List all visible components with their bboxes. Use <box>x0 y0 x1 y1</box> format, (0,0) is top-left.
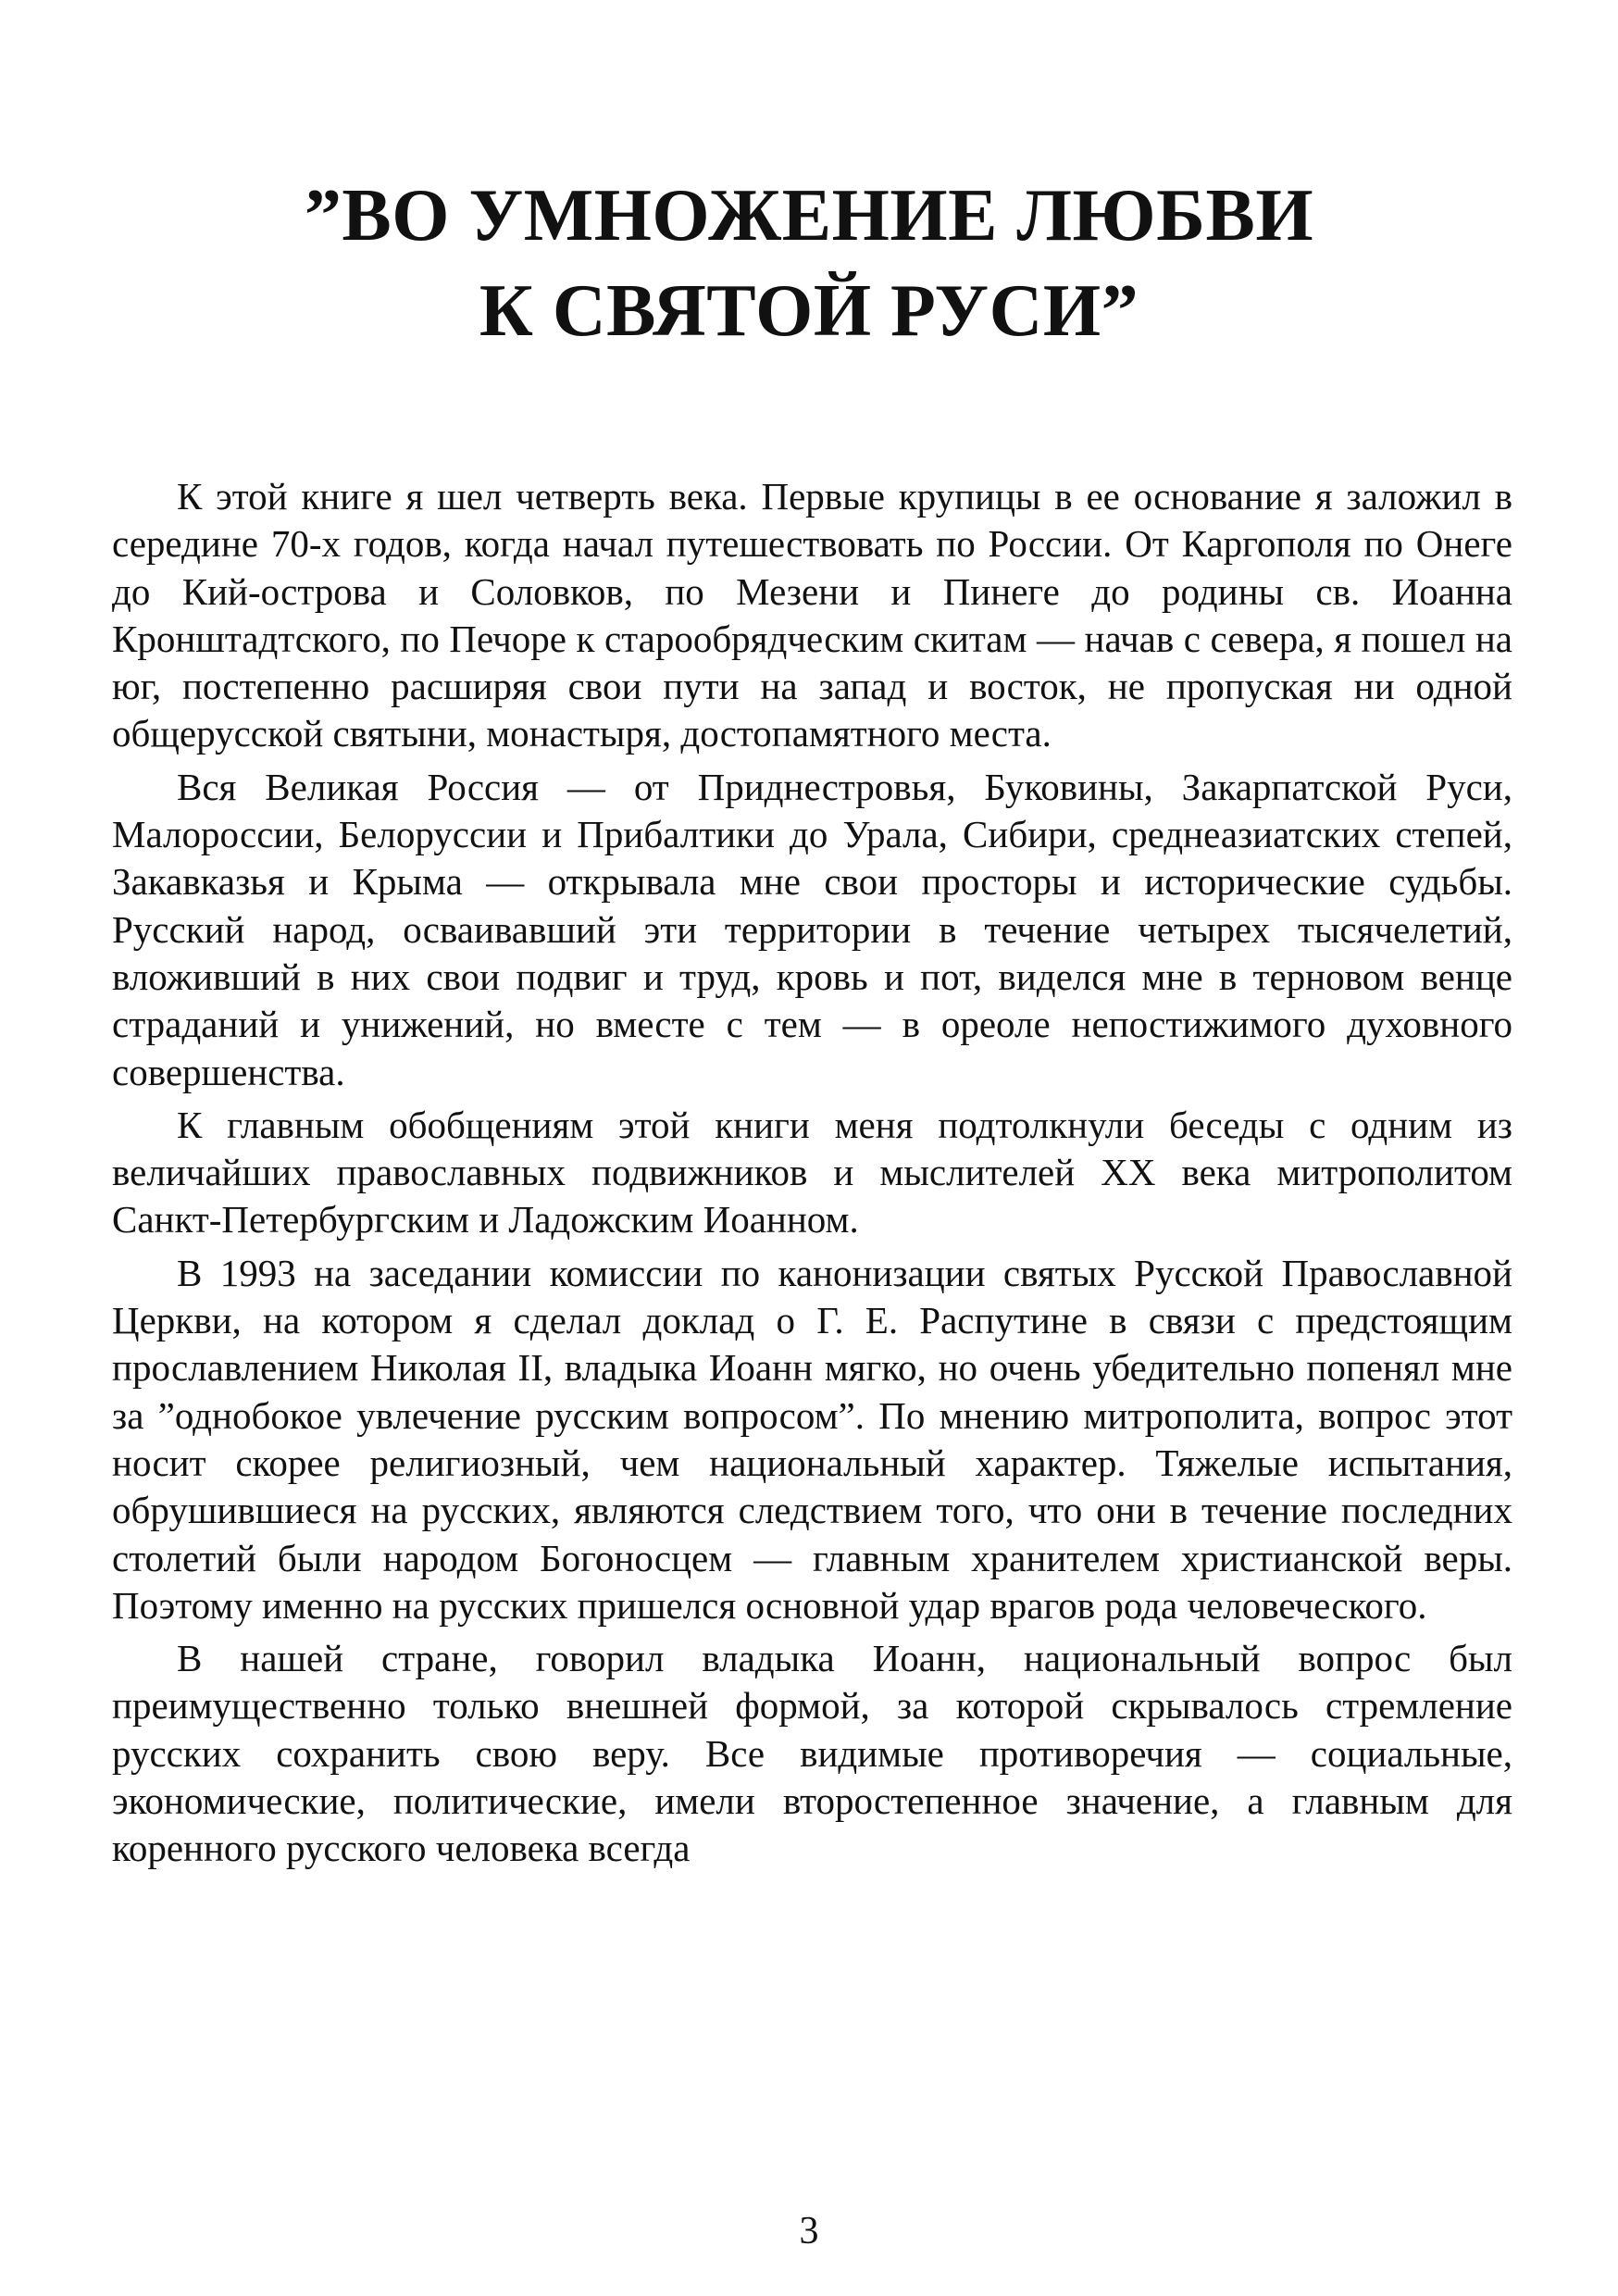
chapter-title <box>0 168 1618 359</box>
paragraph-4: В 1993 на заседании комиссии по канонизации святых Русской Православной Церкви, на котором я сделал доклад о Г. Е. Распутине в связи с предстоящим прославлением Николая II, владыка Иоанн мягко, но очень убедительно попенял мне за ”однобокое увлечение русским вопросом”. По мнению митрополита, вопрос этот носит скорее религиозный, чем национальный характер. Тяжелые испытания, обрушившиеся на русских, являются следствием того, что они в течение последних столетий были народом Богоносцем — главным хранителем христианской веры. Поэтому именно на русских пришелся основной удар врагов рода человеческого. <box>112 1251 1512 1627</box>
page-number: 3 <box>799 2210 819 2252</box>
paragraph-1: К этой книге я шел четверть века. Первые крупицы в ее основание я заложил в середине 70-х годов, когда начал путешествовать по России. От Каргополя по Онеге до Кий-острова и Соловков, по Мезени и Пинеге до родины св. Иоанна Кронштадтского, по Печоре к старообрядческим скитам — начав с севера, я пошел на юг, постепенно расширяя свои пути на запад и восток, не пропуская ни одной общерусской святыни, монастыря, достопамятного места. <box>112 475 1512 755</box>
body-text <box>112 473 1512 1873</box>
paragraph-3: К главным обобщениям этой книги меня подтолкнули беседы с одним из величайших православных подвижников и мыслителей XX века митрополитом Санкт-Петербургским и Ладожским Иоанном. <box>112 1103 1512 1242</box>
paragraph-5: В нашей стране, говорил владыка Иоанн, национальный вопрос был преимущественно только внешней формой, за которой скрывалось стремление русских сохранить свою веру. Все видимые противоречия — социальные, экономические, политические, имели второстепенное значение, а главным для коренного русского человека всегда <box>112 1637 1512 1870</box>
chapter-title-line-2: К СВЯТОЙ РУСИ” <box>479 270 1139 352</box>
chapter-title-line-1: ”ВО УМНОЖЕНИЕ ЛЮБВИ <box>304 175 1314 256</box>
paragraph-2: Вся Великая Россия — от Приднестровья, Буковины, Закарпатской Руси, Малороссии, Белоруссии и Прибалтики до Урала, Сибири, среднеазиатских степей, Закавказья и Крыма — открывала мне свои просторы и исторические судьбы. Русский народ, осваивавший эти территории в течение четырех тысячелетий, вложивший в них свои подвиг и труд, кровь и пот, виделся мне в терновом венце страданий и унижений, но вместе с тем — в ореоле непостижимого духовного совершенства. <box>112 765 1512 1093</box>
